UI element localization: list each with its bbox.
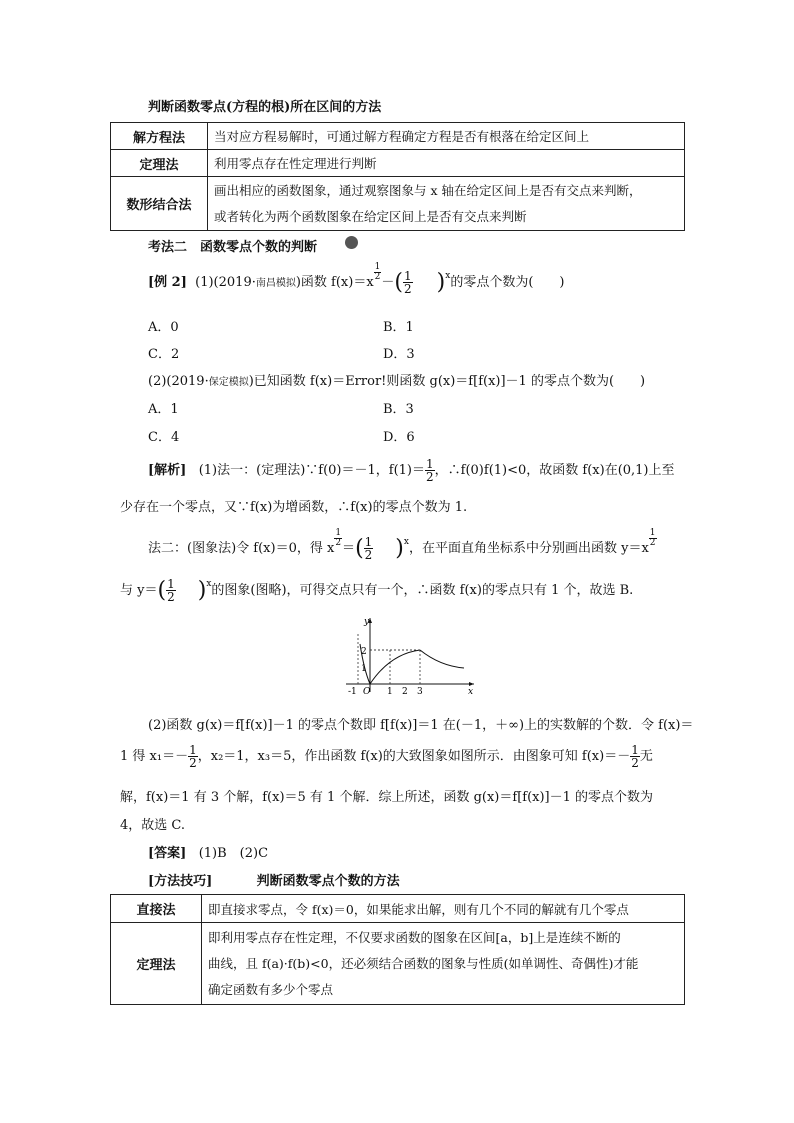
q2-option-c: C．4: [148, 430, 180, 445]
tips-header: [148, 870, 400, 889]
tips-title: 判断函数零点个数的方法: [256, 874, 400, 889]
q2-option-b: B．3: [383, 402, 414, 417]
x-label: x: [468, 687, 474, 696]
section2-title: 考法二 函数零点个数的判断: [148, 240, 318, 255]
method-name: 定理法: [111, 923, 202, 1005]
q1-prefix: (1)(2019·: [195, 275, 256, 290]
method-table-1: [110, 122, 685, 231]
method-name: 直接法: [111, 895, 202, 923]
curve-decaying: [420, 650, 464, 668]
example-q2: [148, 370, 645, 389]
method-name: 解方程法: [111, 123, 208, 150]
p2-line-1: (2)函数 g(x)＝f[f(x)]－1 的零点个数即 f[f(x)]＝1 在(－1，＋∞)上的实数解的个数．令 f(x)＝: [148, 718, 694, 733]
answer-label: [答案]: [148, 846, 187, 861]
desc-line: 确定函数有多少个零点: [208, 981, 334, 997]
x-tick-1: 1: [387, 687, 393, 696]
half-fraction: $\frac{1}{2}$: [426, 457, 434, 484]
x-tick-3: 3: [417, 687, 423, 696]
x-axis-arrow-icon: [469, 682, 474, 686]
method-desc: 利用零点存在性定理进行判断: [208, 150, 685, 177]
solution-line-2: 少存在一个零点，又∵f(x)为增函数，∴f(x)的零点个数为 1.: [120, 500, 468, 515]
method-desc: [202, 923, 685, 1005]
q2-text: )已知函数 f(x)＝Error!则函数 g(x)＝f[f(x)]－1 的零点个数为( ): [248, 374, 646, 389]
solution-label: [解析]: [148, 463, 187, 478]
badge-dot-icon: [345, 236, 358, 249]
p2-line-4: 4，故选 C.: [120, 818, 186, 833]
q1-option-c: C．2: [148, 347, 180, 362]
y-tick-1: 1: [361, 664, 367, 674]
solution-line-4: 与 y＝( $\frac{1}{2}$ )$^x$的图象(图略)，可得交点只有一个，∴函数 f(x)的零点只有 1 个，故选 B.: [120, 577, 634, 604]
q1-text: )函数 f(x)＝x: [295, 275, 374, 290]
curve-rising: [370, 650, 420, 684]
answer-text: (1)B (2)C: [198, 846, 269, 861]
y-tick-2: 2: [361, 647, 367, 657]
q1-option-a: A．0: [148, 320, 179, 335]
solution-line-1: [解析] (1)法一：(定理法)∵f(0)＝－1，f(1)＝ $\frac{1}{2}$ ，∴f(0)f(1)<0，故函数 f(x)在(0,1)上至: [148, 457, 675, 484]
y-label: y: [364, 617, 370, 627]
p2-line-3: 解，f(x)＝1 有 3 个解，f(x)＝5 有 1 个解．综上所述，函数 g(x)＝f[f(x)]－1 的零点个数为: [120, 790, 654, 805]
q2-option-d: D．6: [383, 430, 415, 445]
example-q1: [例 2] (1)(2019·南昌模拟)函数 f(x)＝x $\frac{1}{2}$ －( $\frac{1}{2}$ )$^x$的零点个数为( ): [148, 262, 565, 296]
method-name: 数形结合法: [111, 177, 208, 231]
method-desc: [208, 177, 685, 231]
desc-line: 曲线，且 f(a)·f(b)<0，还必须结合函数的图象与性质(如单调性、奇偶性)才能: [208, 955, 639, 971]
section1-title: 判断函数零点(方程的根)所在区间的方法: [148, 100, 382, 115]
tips-label: [方法技巧]: [148, 874, 213, 889]
method-desc: 即直接求零点，令 f(x)＝0，如果能求出解，则有几个不同的解就有几个零点: [202, 895, 685, 923]
origin-label: O: [363, 687, 371, 696]
q1-tail: 的零点个数为( ): [450, 275, 565, 290]
method-desc: 当对应方程易解时，可通过解方程确定方程是否有根落在给定区间上: [208, 123, 685, 150]
p2-line-2: 1 得 x₁＝－ $\frac{1}{2}$ ，x₂＝1，x₃＝5，作出函数 f(x)的大致图象如图所示．由图象可知 f(x)＝－ $\frac{1}{2}$ 无: [120, 743, 653, 770]
q2-option-a: A．1: [148, 402, 179, 417]
answer: [148, 842, 268, 861]
q1-exponent: $\frac{1}{2}$: [374, 262, 381, 282]
desc-line: 即利用零点存在性定理，不仅要求函数的图象在区间[a，b]上是连续不断的: [208, 929, 621, 945]
q1-option-b: B．1: [383, 320, 414, 335]
q1-option-d: D．3: [383, 347, 415, 362]
method-name: 定理法: [111, 150, 208, 177]
desc-line: 画出相应的函数图象，通过观察图象与 x 轴在给定区间上是否有交点来判断，: [214, 182, 642, 198]
x-tick-2: 2: [402, 687, 408, 696]
x-tick-neg1: -1: [348, 687, 357, 696]
solution-line-3: 法二：(图象法)令 f(x)＝0，得 x $\frac{1}{2}$ ＝( $\frac{1}{2}$ )$^x$，在平面直角坐标系中分别画出函数 y＝x $\frac{1}{2}$: [148, 528, 656, 562]
method-table-2: [110, 894, 685, 1005]
q2-prefix: (2)(2019·: [148, 374, 209, 389]
q1-half: $\frac{1}{2}$: [404, 269, 412, 296]
q2-source: 保定模拟: [208, 377, 249, 388]
function-graph: [340, 614, 480, 696]
desc-line: 或者转化为两个函数图象在给定区间上是否有交点来判断: [214, 208, 527, 224]
q1-source: 南昌模拟: [255, 278, 296, 289]
example-label: [例 2]: [148, 275, 187, 290]
q1-minus: －: [381, 275, 395, 290]
